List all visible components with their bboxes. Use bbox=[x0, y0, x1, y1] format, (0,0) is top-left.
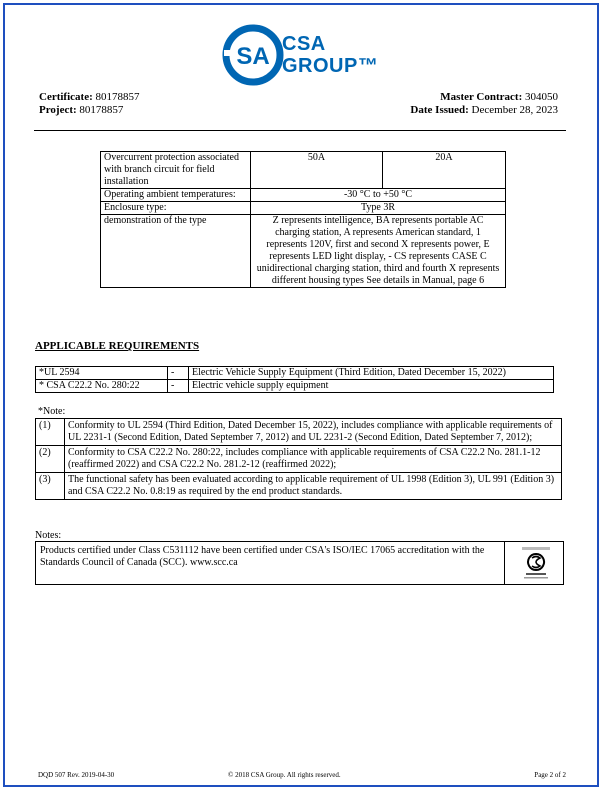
project-label: Project: bbox=[39, 104, 77, 116]
logo-line-1: CSA bbox=[282, 33, 326, 55]
csa-group-logo bbox=[222, 22, 382, 92]
spec-value: 20A bbox=[383, 152, 506, 189]
notes-table bbox=[35, 418, 562, 500]
spec-value: -30 °C to +50 °C bbox=[251, 189, 506, 202]
note-number: (3) bbox=[36, 473, 65, 500]
footer-left: DQD 507 Rev. 2019-04-30 bbox=[38, 771, 115, 779]
table-row bbox=[101, 189, 506, 202]
notes-text: Products certified under Class C531112 have been certified under CSA's ISO/IEC 17065 accreditation with the Standards Council of Canada (SCC). www.scc.ca bbox=[40, 545, 485, 568]
table-row bbox=[101, 215, 506, 288]
footer-center: © 2018 CSA Group. All rights reserved. bbox=[228, 771, 341, 779]
note-text: The functional safety has been evaluated according to applicable requirement of UL 1998 (Edition 3), UL 991 (Edition 3) and CSA C22.2 No. 0.8:19 as required by the end product standards. bbox=[65, 473, 562, 500]
spec-label: Overcurrent protection associated with branch circuit for field installation bbox=[101, 152, 251, 189]
footer-right: Page 2 of 2 bbox=[534, 771, 566, 779]
note-label: *Note: bbox=[38, 406, 66, 417]
section-title: APPLICABLE REQUIREMENTS bbox=[35, 340, 200, 352]
standard-desc: Electric Vehicle Supply Equipment (Third Edition, Dated December 15, 2022) bbox=[189, 367, 554, 380]
note-number: (2) bbox=[36, 446, 65, 473]
note-number: (1) bbox=[36, 419, 65, 446]
certificate-label: Certificate: bbox=[39, 91, 93, 103]
table-row bbox=[36, 446, 562, 473]
project-value: 80178857 bbox=[79, 104, 124, 116]
svg-text:SA: SA bbox=[236, 43, 270, 70]
standard-id: * CSA C22.2 No. 280:22 bbox=[36, 380, 168, 393]
master-contract-value: 304050 bbox=[525, 91, 558, 103]
spec-value: 50A bbox=[251, 152, 383, 189]
notes-box bbox=[35, 541, 564, 585]
notes-divider bbox=[504, 542, 505, 584]
table-row bbox=[36, 367, 554, 380]
scc-accreditation-icon bbox=[516, 545, 556, 581]
table-row bbox=[36, 473, 562, 500]
header-left bbox=[39, 91, 140, 117]
spec-label: demonstration of the type bbox=[101, 215, 251, 288]
date-issued-value: December 28, 2023 bbox=[471, 104, 558, 116]
header-right bbox=[410, 91, 558, 117]
spec-label: Enclosure type: bbox=[101, 202, 251, 215]
dash: - bbox=[168, 380, 189, 393]
note-text: Conformity to CSA C22.2 No. 280:22, includes compliance with applicable requirements of CSA C22.2 No. 281.1-12 (reaffirmed 2022) and CSA C22.2 No. 281.2-12 (reaffirmed 2022); bbox=[65, 446, 562, 473]
table-row bbox=[101, 202, 506, 215]
table-row bbox=[36, 380, 554, 393]
certificate-value: 80178857 bbox=[95, 91, 140, 103]
table-row bbox=[36, 419, 562, 446]
header-divider bbox=[34, 130, 566, 131]
note-text: Conformity to UL 2594 (Third Edition, Dated December 15, 2022), includes compliance with applicable requirements of UL 2231-1 (Second Edition, Dated September 7, 2012) and UL 2231-2 (Second Edition, Dated September 7, 2012); bbox=[65, 419, 562, 446]
spec-table bbox=[100, 151, 506, 288]
spec-label: Operating ambient temperatures: bbox=[101, 189, 251, 202]
table-row bbox=[101, 152, 506, 189]
requirements-table bbox=[35, 366, 554, 393]
page-border bbox=[3, 3, 599, 787]
master-contract-label: Master Contract: bbox=[440, 91, 523, 103]
standard-id: *UL 2594 bbox=[36, 367, 168, 380]
logo-line-2: GROUP™ bbox=[282, 55, 379, 77]
date-issued-label: Date Issued: bbox=[410, 104, 469, 116]
dash: - bbox=[168, 367, 189, 380]
spec-value: Z represents intelligence, BA represents portable AC charging station, A represents American standard, 1 represents 120V, first and second X represents power, E represents LED light display, - CS represents CASE C unidirectional charging station, third and fourth X represents different housing types See details in Manual, page 6 bbox=[251, 215, 506, 288]
standard-desc: Electric vehicle supply equipment bbox=[189, 380, 554, 393]
csa-logo-icon bbox=[222, 22, 284, 88]
spec-value: Type 3R bbox=[251, 202, 506, 215]
notes-label: Notes: bbox=[35, 530, 62, 541]
